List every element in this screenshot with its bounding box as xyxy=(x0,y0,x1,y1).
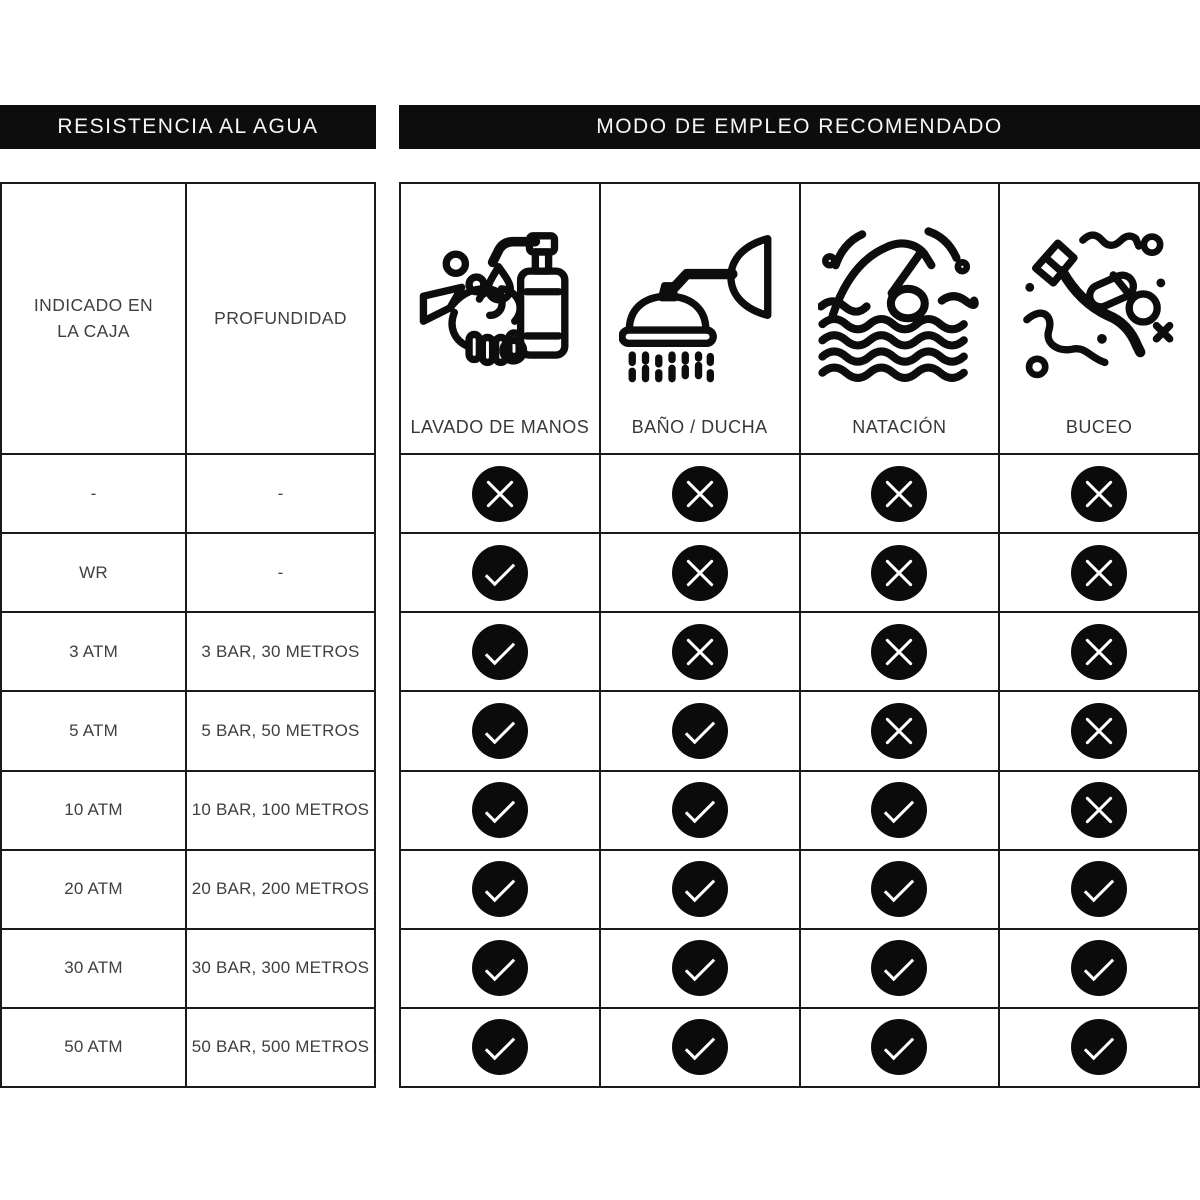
usage-cell-r1-c0 xyxy=(401,534,599,611)
resistance-cell-profundidad-6: 30 BAR, 300 METROS xyxy=(187,930,374,1007)
usage-cell-r7-c3 xyxy=(1000,1009,1198,1086)
cross-icon xyxy=(871,703,927,759)
check-icon xyxy=(672,861,728,917)
column-header-profundidad xyxy=(187,184,374,453)
cross-icon xyxy=(1071,466,1127,522)
check-icon xyxy=(472,782,528,838)
cross-icon xyxy=(1071,624,1127,680)
activity-label-natacion: NATACIÓN xyxy=(852,417,947,437)
usage-cell-r7-c1 xyxy=(601,1009,799,1086)
cross-icon xyxy=(1071,545,1127,601)
diving-icon xyxy=(1018,192,1180,417)
usage-cell-r5-c1 xyxy=(601,851,799,928)
usage-cell-r7-c2 xyxy=(801,1009,999,1086)
check-icon xyxy=(672,1019,728,1075)
cross-icon xyxy=(672,545,728,601)
resistance-cell-caja-0: - xyxy=(2,455,185,532)
check-icon xyxy=(472,703,528,759)
check-icon xyxy=(472,624,528,680)
usage-cell-r5-c0 xyxy=(401,851,599,928)
usage-cell-r4-c1 xyxy=(601,772,799,849)
check-icon xyxy=(672,940,728,996)
usage-cell-r3-c0 xyxy=(401,692,599,769)
activity-header-natacion xyxy=(801,184,999,453)
check-icon xyxy=(871,861,927,917)
section-header-resistencia-label: RESISTENCIA AL AGUA xyxy=(57,115,319,138)
check-icon xyxy=(472,545,528,601)
resistance-table xyxy=(0,182,376,1088)
usage-cell-r3-c2 xyxy=(801,692,999,769)
section-header-resistencia xyxy=(0,105,376,149)
cross-icon xyxy=(1071,703,1127,759)
resistance-cell-caja-5: 20 ATM xyxy=(2,851,185,928)
usage-cell-r4-c0 xyxy=(401,772,599,849)
usage-cell-r6-c3 xyxy=(1000,930,1198,1007)
activity-header-buceo xyxy=(1000,184,1198,453)
usage-cell-r2-c3 xyxy=(1000,613,1198,690)
usage-cell-r0-c1 xyxy=(601,455,799,532)
usage-cell-r0-c0 xyxy=(401,455,599,532)
usage-cell-r2-c0 xyxy=(401,613,599,690)
column-header-indicado-caja xyxy=(2,184,185,453)
resistance-cell-profundidad-7: 50 BAR, 500 METROS xyxy=(187,1009,374,1086)
resistance-cell-profundidad-4: 10 BAR, 100 METROS xyxy=(187,772,374,849)
check-icon xyxy=(1071,861,1127,917)
usage-cell-r1-c1 xyxy=(601,534,799,611)
shower-icon xyxy=(619,192,781,417)
resistance-cell-caja-2: 3 ATM xyxy=(2,613,185,690)
column-header-indicado-caja-label: INDICADO EN LA CAJA xyxy=(33,295,154,341)
check-icon xyxy=(1071,1019,1127,1075)
handwash-icon xyxy=(419,192,581,417)
usage-cell-r6-c2 xyxy=(801,930,999,1007)
check-icon xyxy=(1071,940,1127,996)
cross-icon xyxy=(871,545,927,601)
section-header-modo-empleo xyxy=(399,105,1200,149)
resistance-cell-caja-6: 30 ATM xyxy=(2,930,185,1007)
activity-header-bano-ducha xyxy=(601,184,799,453)
usage-table xyxy=(399,182,1200,1088)
usage-cell-r5-c3 xyxy=(1000,851,1198,928)
resistance-cell-caja-7: 50 ATM xyxy=(2,1009,185,1086)
activity-label-buceo: BUCEO xyxy=(1065,417,1133,437)
check-icon xyxy=(871,782,927,838)
cross-icon xyxy=(1071,782,1127,838)
resistance-cell-caja-4: 10 ATM xyxy=(2,772,185,849)
check-icon xyxy=(672,703,728,759)
usage-cell-r3-c1 xyxy=(601,692,799,769)
usage-cell-r7-c0 xyxy=(401,1009,599,1086)
cross-icon xyxy=(672,466,728,522)
check-icon xyxy=(472,940,528,996)
section-header-modo-empleo-label: MODO DE EMPLEO RECOMENDADO xyxy=(596,115,1003,138)
usage-cell-r6-c0 xyxy=(401,930,599,1007)
activity-label-bano-ducha: BAÑO / DUCHA xyxy=(631,417,768,437)
activity-header-lavado-de-manos xyxy=(401,184,599,453)
usage-cell-r0-c3 xyxy=(1000,455,1198,532)
usage-cell-r1-c3 xyxy=(1000,534,1198,611)
column-header-profundidad-label: PROFUNDIDAD xyxy=(214,307,347,328)
cross-icon xyxy=(871,624,927,680)
activity-label-lavado-de-manos: LAVADO DE MANOS xyxy=(410,417,590,437)
resistance-cell-caja-1: WR xyxy=(2,534,185,611)
swimming-icon xyxy=(818,192,980,417)
usage-cell-r0-c2 xyxy=(801,455,999,532)
resistance-cell-caja-3: 5 ATM xyxy=(2,692,185,769)
usage-cell-r4-c2 xyxy=(801,772,999,849)
resistance-cell-profundidad-1: - xyxy=(187,534,374,611)
check-icon xyxy=(871,1019,927,1075)
usage-cell-r2-c2 xyxy=(801,613,999,690)
check-icon xyxy=(472,1019,528,1075)
resistance-cell-profundidad-3: 5 BAR, 50 METROS xyxy=(187,692,374,769)
check-icon xyxy=(472,861,528,917)
cross-icon xyxy=(871,466,927,522)
check-icon xyxy=(672,782,728,838)
cross-icon xyxy=(472,466,528,522)
cross-icon xyxy=(672,624,728,680)
usage-cell-r6-c1 xyxy=(601,930,799,1007)
check-icon xyxy=(871,940,927,996)
usage-cell-r3-c3 xyxy=(1000,692,1198,769)
resistance-cell-profundidad-0: - xyxy=(187,455,374,532)
usage-cell-r1-c2 xyxy=(801,534,999,611)
usage-cell-r4-c3 xyxy=(1000,772,1198,849)
usage-cell-r5-c2 xyxy=(801,851,999,928)
usage-cell-r2-c1 xyxy=(601,613,799,690)
resistance-cell-profundidad-2: 3 BAR, 30 METROS xyxy=(187,613,374,690)
resistance-cell-profundidad-5: 20 BAR, 200 METROS xyxy=(187,851,374,928)
